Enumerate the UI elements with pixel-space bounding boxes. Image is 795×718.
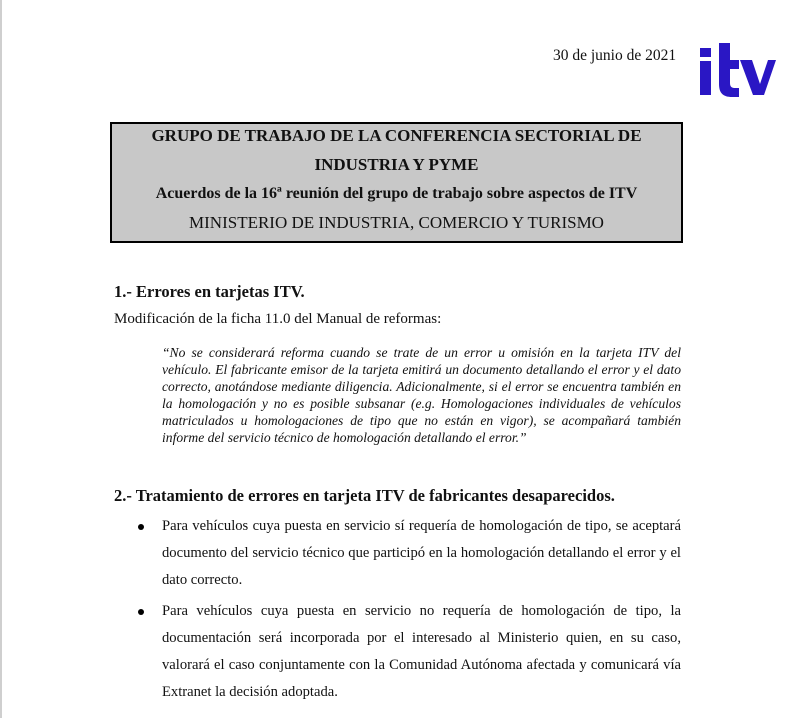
section1-quote: “No se considerará reforma cuando se trate de un error u omisión en la tarjeta ITV del vehículo. El fabricante emisor de la tarjeta emitirá un documento detallando el error y el dato correcto, anotándose mediante diligencia. Adicionalmente, si el error se encuentra también en la homologación y no es posible subsanar (e.g. Homologaciones individuales de vehículos matriculados u homologaciones de tipo que no están en vigor), se acompañará también informe del servicio técnico de homologación detallando el error.” <box>162 345 681 445</box>
section1-heading: 1.- Errores en tarjetas ITV. <box>114 282 305 301</box>
bullet-item <box>135 598 681 707</box>
header-subtitle: Acuerdos de la 16ª reunión del grupo de trabajo sobre aspectos de ITV <box>155 185 638 202</box>
bullet-icon <box>138 609 144 615</box>
document-date: 30 de junio de 2021 <box>553 47 677 64</box>
header-title-line2: INDUSTRIA Y PYME <box>314 155 479 174</box>
section1-intro: Modificación de la ficha 11.0 del Manual de reformas: <box>114 311 442 327</box>
bullet-item <box>135 513 681 595</box>
header-box <box>110 122 683 243</box>
bullet-text: Para vehículos cuya puesta en servicio no requería de homologación de tipo, la documentación será incorporada por el interesado al Ministerio quien, en su caso, valorará el caso conjuntamente con la Comunidad Autónoma afectada y comunicará vía Extranet la decisión adoptada. <box>162 602 681 701</box>
section2-heading: 2.- Tratamiento de errores en tarjeta ITV de fabricantes desaparecidos. <box>114 486 615 505</box>
section2-bullet-list <box>135 513 681 709</box>
header-title-line1: GRUPO DE TRABAJO DE LA CONFERENCIA SECTORIAL DE <box>151 126 642 145</box>
bullet-icon <box>138 524 144 530</box>
bullet-text: Para vehículos cuya puesta en servicio sí requería de homologación de tipo, se aceptará documento del servicio técnico que participó en la homologación detallando el error y el dato correcto. <box>162 518 681 589</box>
page-edge <box>0 0 2 718</box>
header-ministry: MINISTERIO DE INDUSTRIA, COMERCIO Y TURISMO <box>189 213 604 232</box>
itv-logo <box>698 42 776 98</box>
